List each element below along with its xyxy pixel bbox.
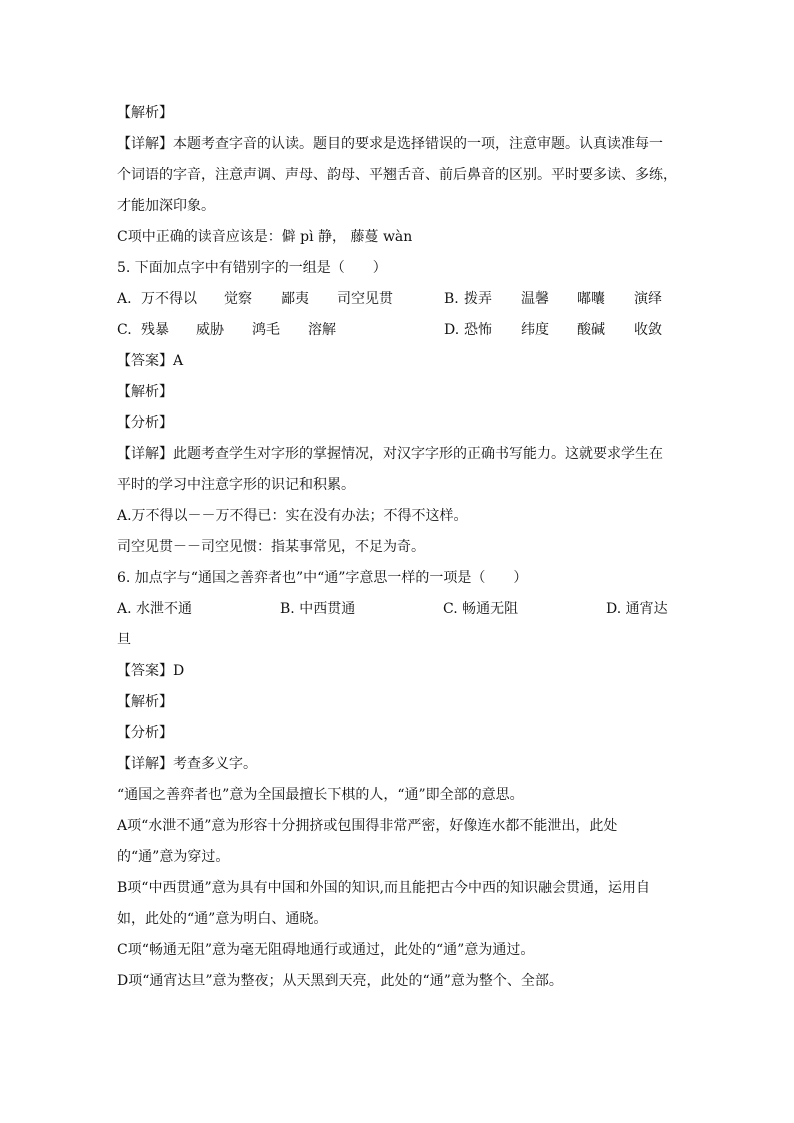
explanation-line: A项“水泄不通”意为形容十分拥挤或包围得非常严密，好像连水都不能泄出，此处 [117, 818, 618, 834]
explanation-line: 【详解】考查多义字。 [117, 756, 257, 772]
q6-option-c: C. 畅通无阻 [443, 601, 519, 617]
option-a-label: A. [117, 291, 132, 307]
option-c-word-4: 溶解 [308, 322, 336, 338]
option-d-label: D. [444, 322, 460, 338]
section-heading-analysis: 【解析】 [117, 694, 173, 710]
option-b-word-3: 嘟囔 [577, 291, 605, 307]
option-c-word-1: 残暴 [141, 322, 169, 338]
question-5-row-cd [117, 315, 687, 346]
explanation-line: 才能加深印象。 [117, 198, 215, 214]
q6-option-d: D. 通宵达 [606, 601, 668, 617]
option-b-label: B. [444, 291, 459, 307]
q6-option-d-continuation: 旦 [117, 632, 131, 648]
document-page [117, 98, 687, 997]
explanation-line: 司空见贯－－司空见惯：指某事常见，不足为奇。 [117, 539, 425, 555]
answer-line: 【答案】A [117, 353, 184, 369]
section-heading-breakdown: 【分析】 [117, 725, 173, 741]
option-a-word-1: 万不得以 [141, 291, 197, 307]
option-b-word-1: 拨弄 [464, 291, 492, 307]
option-c-word-2: 威胁 [196, 322, 224, 338]
option-b-word-2: 温馨 [521, 291, 549, 307]
option-a-word-2: 觉察 [224, 291, 252, 307]
answer-line: 【答案】D [117, 663, 185, 679]
explanation-line: 如，此处的“通”意为明白、通晓。 [117, 911, 328, 927]
explanation-line: 个词语的字音，注意声调、声母、韵母、平翘舌音、前后鼻音的区别。平时要多读、多练， [117, 167, 677, 183]
section-heading-breakdown: 【分析】 [117, 415, 173, 431]
option-b-word-4: 演绎 [634, 291, 662, 307]
explanation-line: 【详解】此题考查学生对字形的掌握情况，对汉字字形的正确书写能力。这就要求学生在 [117, 446, 663, 462]
section-heading-analysis: 【解析】 [117, 384, 173, 400]
option-a-word-4: 司空见贯 [337, 291, 393, 307]
explanation-line: B项“中西贯通”意为具有中国和外国的知识,而且能把古今中西的知识融会贯通，运用自 [117, 880, 651, 896]
option-d-word-4: 收敛 [634, 322, 662, 338]
option-d-word-2: 纬度 [521, 322, 549, 338]
q6-option-a: A. 水泄不通 [117, 601, 193, 617]
option-c-label: C. [117, 322, 132, 338]
explanation-line: C项“畅通无阻”意为毫无阻碍地通行或通过，此处的“通”意为通过。 [117, 942, 535, 958]
section-heading-analysis: 【解析】 [117, 105, 173, 121]
question-6-options [117, 594, 687, 625]
question-5-row-ab [117, 284, 687, 315]
question-5-stem: 5. 下面加点字中有错别字的一组是（ ） [117, 260, 387, 276]
pronunciation-note: C项中正确的读音应该是：僻 pì 静， 藤蔓 wàn [117, 229, 413, 245]
explanation-line: D项“通宵达旦”意为整夜；从天黑到天亮，此处的“通”意为整个、全部。 [117, 973, 563, 989]
q6-option-b: B. 中西贯通 [280, 601, 356, 617]
option-d-word-1: 恐怖 [464, 322, 492, 338]
explanation-line: A.万不得以－－万不得已：实在没有办法；不得不这样。 [117, 508, 468, 524]
explanation-line: 的“通”意为穿过。 [117, 849, 230, 865]
explanation-line: 【详解】本题考查字音的认读。题目的要求是选择错误的一项，注意审题。认真读准每一 [117, 136, 663, 152]
option-a-word-3: 鄙夷 [281, 291, 309, 307]
question-6-stem: 6. 加点字与“通国之善弈者也”中“通”字意思一样的一项是（ ） [117, 570, 528, 586]
explanation-line: 平时的学习中注意字形的识记和积累。 [117, 477, 355, 493]
option-c-word-3: 鸿毛 [252, 322, 280, 338]
option-d-word-3: 酸碱 [577, 322, 605, 338]
explanation-line: “通国之善弈者也”意为全国最擅长下棋的人，“通”即全部的意思。 [117, 787, 524, 803]
